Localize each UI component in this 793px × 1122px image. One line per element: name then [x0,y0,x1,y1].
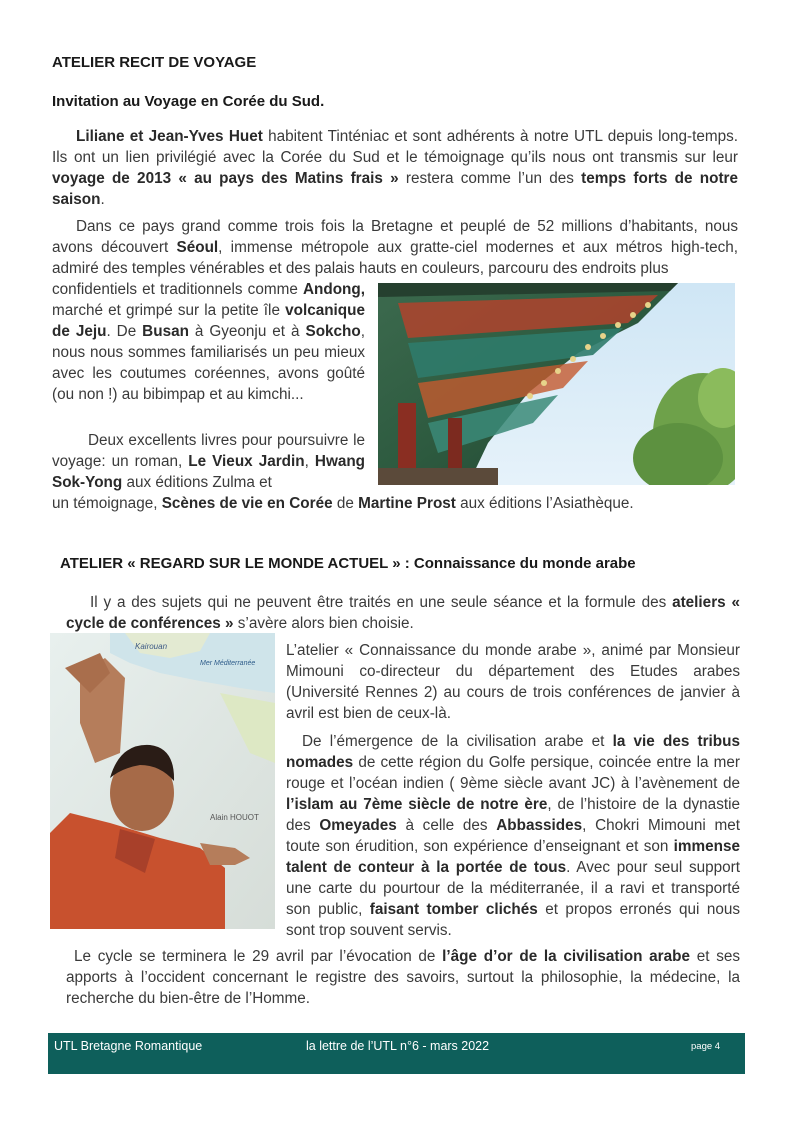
paragraph-cycle-fin: Le cycle se terminera le 29 avril par l’évocation de l’âge d’or de la civilisation arabe et ses apports à l’occident concernant le registre des savoirs, surtout la philosophie, la médecine, la recherche du bien-être de l’Homme. [66,948,740,1007]
names: Liliane et Jean-Yves Huet [76,128,263,145]
footer-org: UTL Bretagne Romantique [54,1039,203,1053]
paragraph-civilisation: De l’émergence de la civilisation arabe et la vie des tribus nomades de cette région du Golfe persique, coincée entre la mer rouge et l’océan indien ( 9ème siècle avant JC) à l’avènement de l’islam au 7ème siècle de notre ère, de l’histoire de la dynastie des Omeyades à celle des Abbassides, Chokri Mimouni met toute son érudition, son expérience d’enseignant et son immense talent de conteur à la portée de tous. Avec pour seul support une carte du pourtour de la méditerranée, il a ravi et transporté son public, faisant tomber clichés et propos erronés qui nous sont trop souvent servis. [286,733,740,939]
lecturer-photo [50,633,275,929]
paragraph-livres: Deux excellents livres pour poursuivre le voyage: un roman, Le Vieux Jardin, Hwang Sok-Yong aux éditions Zulma et [52,432,366,491]
page-footer [48,1033,745,1074]
map-label-kairouan: Kairouan [135,642,168,651]
section-heading-monde-arabe: ATELIER « REGARD SUR LE MONDE ACTUEL » : Connaissance du monde arabe [60,555,636,572]
paragraph-atelier: L’atelier « Connaissance du monde arabe », animé par Monsieur Mimouni co-directeur du département des Etudes arabes (Université Rennes 2) au cours de trois conférences de janvier à avril est bien de ceux-là. [286,642,740,722]
paragraph-livres-cont: un témoignage, Scènes de vie en Corée de Martine Prost aux éditions l’Asiathèque. [52,495,634,512]
footer-page-number: page 4 [691,1041,721,1052]
footer-issue: la lettre de l’UTL n°6 - mars 2022 [306,1039,490,1053]
paragraph-intro: Liliane et Jean-Yves Huet habitent Tinténiac et sont adhérents à notre UTL depuis long-temps. Ils ont un lien privilégié avec la Corée du Sud et le témoignage qu’ils nous ont transmis sur leur voyage de 2013 « au pays des Matins frais » restera comme l’un des temps forts de notre saison. [52,128,739,208]
paragraph-cycle-intro: Il y a des sujets qui ne peuvent être traités en une seule séance et la formule des ateliers « cycle de conférences » s’avère alors bien choisie. [66,594,740,632]
map-label-mer: Mer Méditerranée [200,660,256,667]
section-heading-recit: ATELIER RECIT DE VOYAGE [52,54,257,71]
name-label: Alain HOUOT [210,813,259,822]
section-subheading-coree: Invitation au Voyage en Corée du Sud. [52,93,325,110]
paragraph-voyage-intro: Dans ce pays grand comme trois fois la Bretagne et peuplé de 52 millions d’habitants, nous avons découvert Séoul, immense métropole aux gratte-ciel modernes et aux métros high-tech, admiré des temples vénérables et des palais hauts en couleurs, parcouru des endroits plus [52,218,738,277]
paragraph-voyage-cont: confidentiels et traditionnels comme Andong, marché et grimpé sur la petite île volcanique de Jeju. De Busan à Gyeonju et à Sokcho, nous nous sommes familiarisés un peu mieux avec les coutumes coréennes, avons goûté (ou non !) au bibimpap et au kimchi... [52,281,365,403]
korean-temple-photo [378,283,735,485]
